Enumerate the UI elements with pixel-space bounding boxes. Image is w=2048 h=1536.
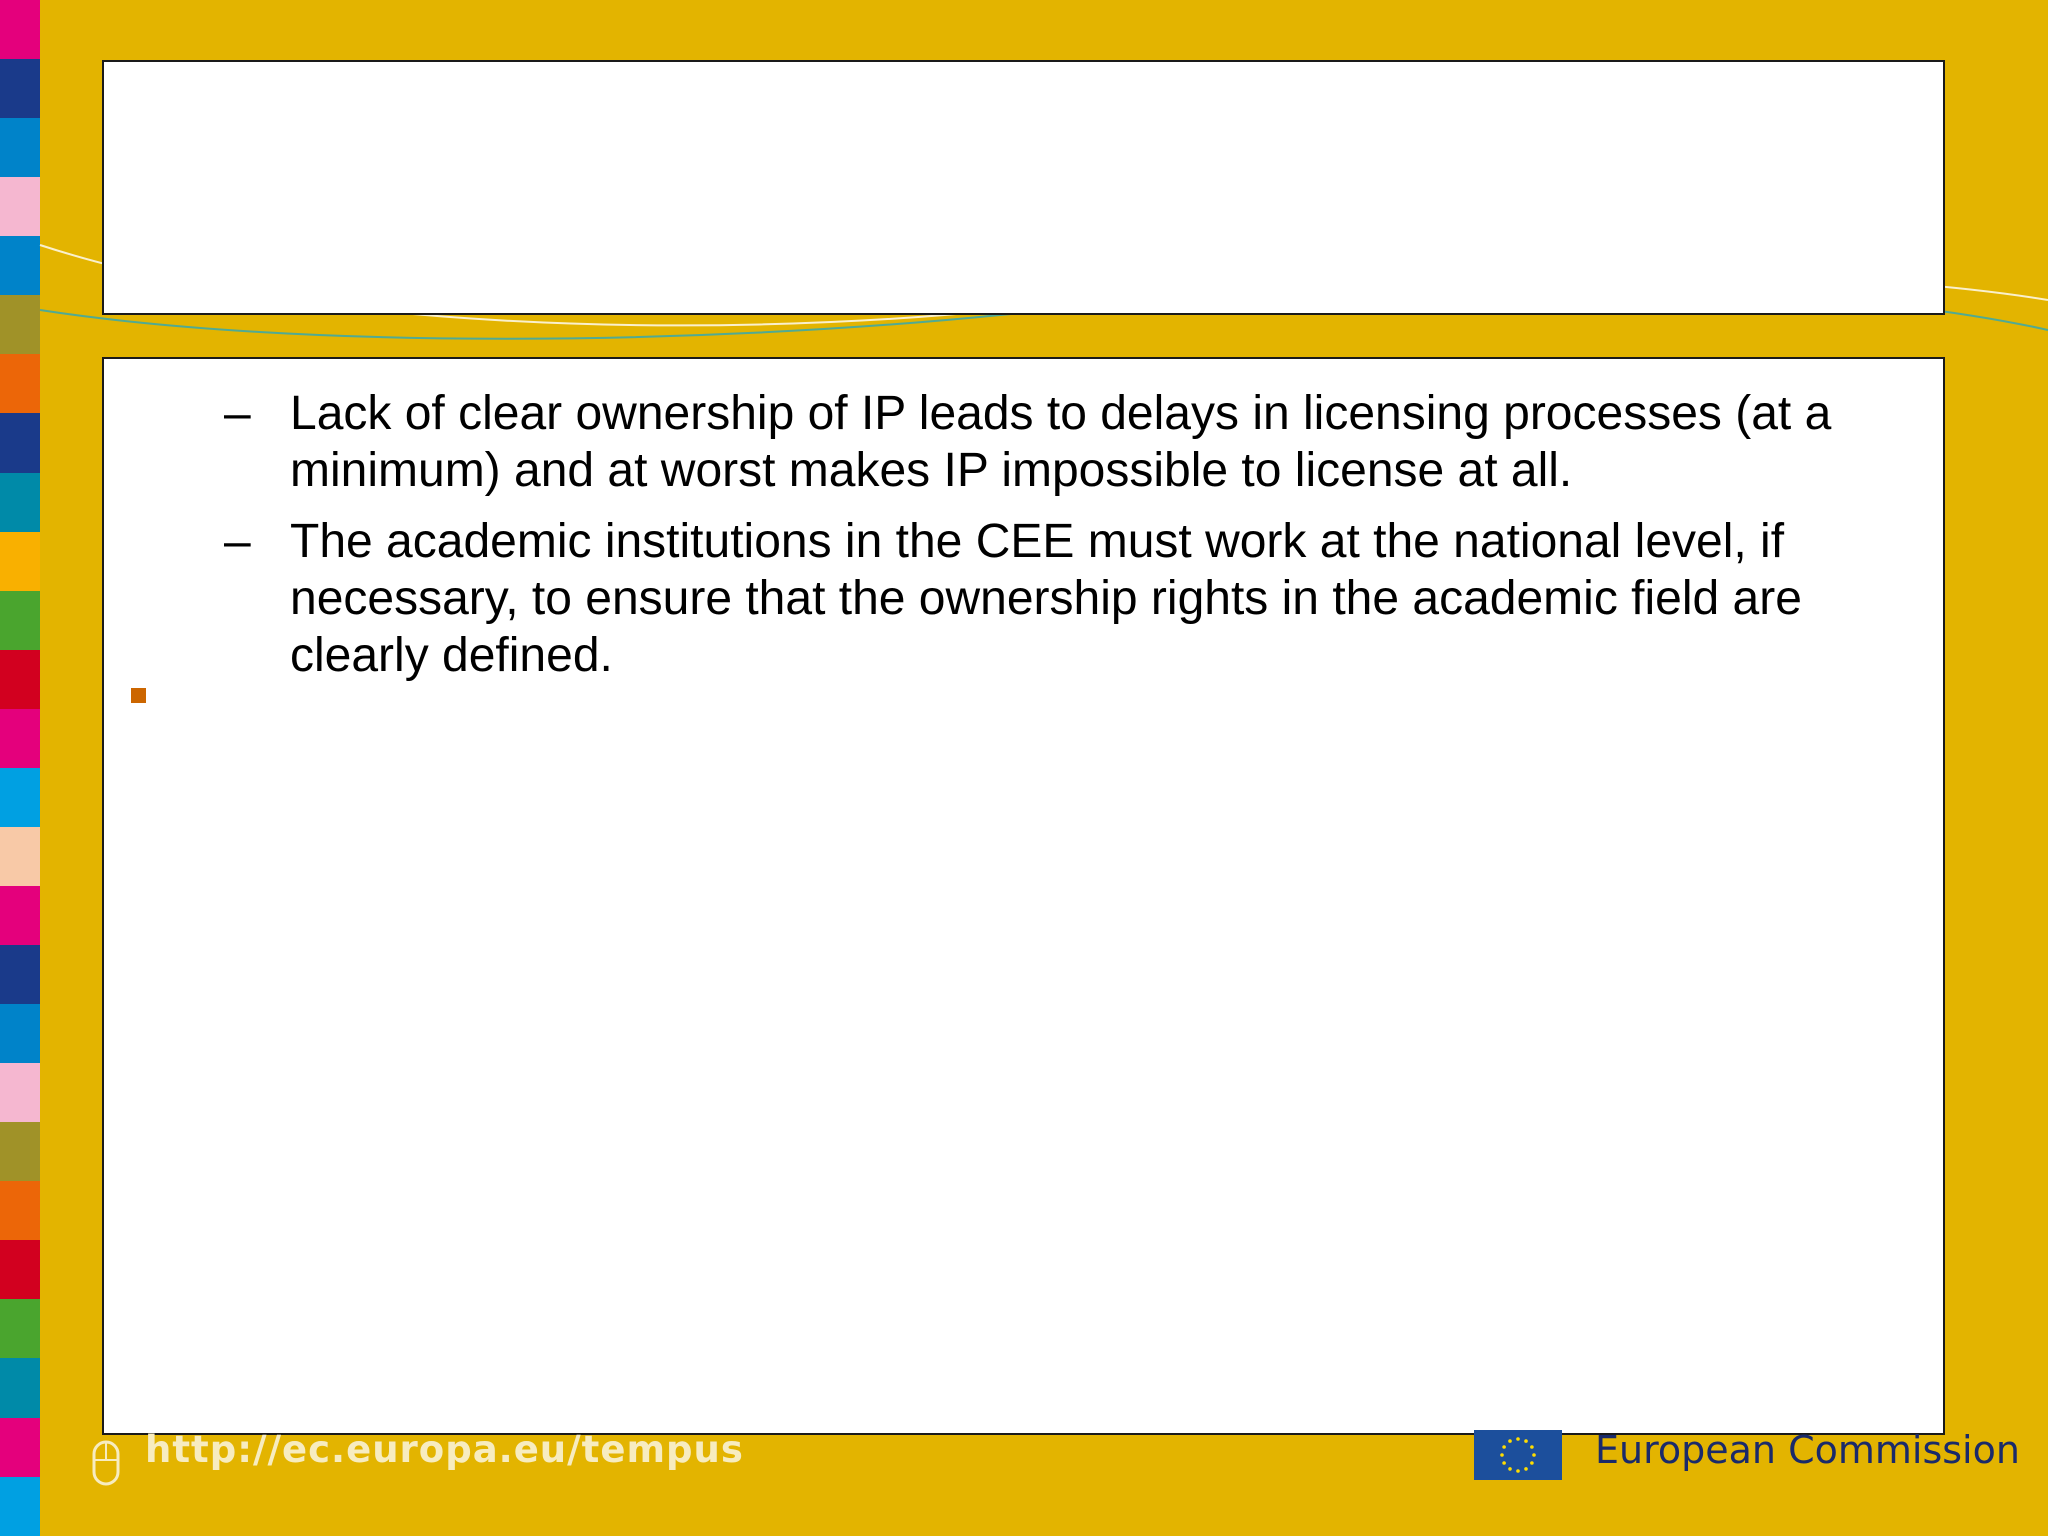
bullet-item: [224, 513, 1924, 684]
dash-marker: –: [224, 515, 251, 568]
bullet-text: The academic institutions in the CEE must work at the national level, if necessary, to ensure that the ownership rights in the academic field are clearly defined.: [290, 515, 1802, 682]
eu-star: [1516, 1437, 1520, 1441]
dash-marker: –: [224, 387, 251, 440]
eu-star: [1508, 1467, 1512, 1471]
slide-title-box: [102, 60, 1945, 315]
eu-star: [1516, 1469, 1520, 1473]
eu-star: [1524, 1467, 1528, 1471]
eu-flag-icon: [1474, 1430, 1562, 1480]
bullet-list: [224, 385, 1924, 698]
eu-star: [1524, 1439, 1528, 1443]
eu-star: [1530, 1445, 1534, 1449]
eu-star: [1508, 1439, 1512, 1443]
mouse-icon: [92, 1440, 120, 1486]
eu-star: [1532, 1453, 1536, 1457]
eu-star: [1530, 1461, 1534, 1465]
european-commission-label: European Commission: [1595, 1428, 2020, 1472]
bullet-text: Lack of clear ownership of IP leads to delays in licensing processes (at a minimum) and at worst makes IP impossible to license at all.: [290, 387, 1832, 497]
eu-star: [1502, 1461, 1506, 1465]
eu-star: [1500, 1453, 1504, 1457]
bullet-item: [224, 385, 1924, 499]
footer-url-link[interactable]: http://ec.europa.eu/tempus: [145, 1428, 744, 1471]
slide-content-box: [102, 357, 1945, 1435]
empty-bullet-marker: [131, 688, 146, 703]
eu-star: [1502, 1445, 1506, 1449]
